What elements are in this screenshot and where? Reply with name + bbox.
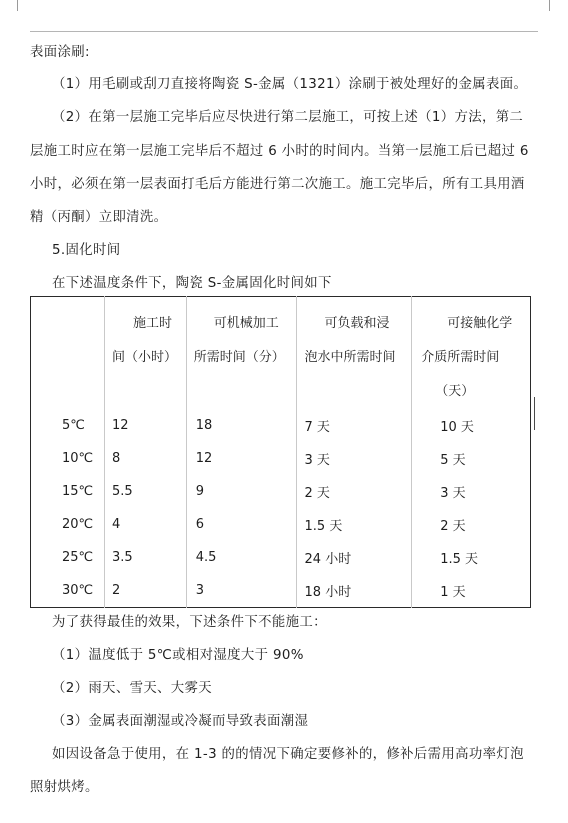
temperature-cell: 25℃ <box>62 550 94 565</box>
load-time-cell: 3 天 <box>296 442 412 475</box>
closing-line-1: 如因设备急于使用，在 1-3 的的情况下确定要修补的，修补后需用高功率灯泡 <box>52 747 524 762</box>
load-time-cell: 24 小时 <box>296 541 412 574</box>
table-intro: 在下述温度条件下，陶瓷 S-金属固化时间如下 <box>52 276 332 291</box>
temperature-cell: 20℃ <box>62 517 94 532</box>
step-2-line-4: 精（丙酮）立即清洗。 <box>30 210 168 225</box>
chemical-time-cell: 10 天 <box>412 409 531 442</box>
surface-heading: 表面涂刷: <box>30 45 90 60</box>
conditions-intro: 为了获得最佳的效果，下述条件下不能施工： <box>52 615 327 630</box>
crop-mark-right <box>549 0 550 11</box>
table-row <box>31 409 531 442</box>
chemical-time-cell: 2 天 <box>412 508 531 541</box>
table-row <box>31 442 531 475</box>
chemical-time-cell: 1 天 <box>412 574 531 608</box>
machinable-minutes-cell: 18 <box>186 409 296 442</box>
chemical-time-cell: 1.5 天 <box>412 541 531 574</box>
load-time-cell: 2 天 <box>296 475 412 508</box>
step-2-line-2: 层施工时应在第一层施工完毕后不超过 6 小时的时间内。当第一层施工后已超过 6 <box>30 144 529 159</box>
table-row <box>31 574 531 608</box>
temperature-cell: 30℃ <box>62 583 94 598</box>
section-5-title: 5.固化时间 <box>52 243 121 258</box>
chemical-time-cell: 3 天 <box>412 475 531 508</box>
machinable-minutes-cell: 3 <box>186 574 296 608</box>
condition-1: （1）温度低于 5℃或相对湿度大于 90% <box>52 648 304 663</box>
crop-mark-left <box>17 0 18 11</box>
construction-hours-cell: 4 <box>104 508 186 541</box>
condition-2: （2）雨天、雪天、大雾天 <box>52 681 213 696</box>
header-machinable-time: 可机械加工 所需时间（分） <box>186 297 296 410</box>
step-1-text: （1）用毛刷或刮刀直接将陶瓷 S-金属（1321）涂刷于被处理好的金属表面。 <box>52 77 528 92</box>
construction-hours-cell: 12 <box>104 409 186 442</box>
table-row <box>31 475 531 508</box>
load-time-cell: 1.5 天 <box>296 508 412 541</box>
table-row <box>31 508 531 541</box>
header-load-water-time: 可负载和浸 泡水中所需时间 <box>296 297 412 410</box>
construction-hours-cell: 8 <box>104 442 186 475</box>
machinable-minutes-cell: 6 <box>186 508 296 541</box>
header-rule <box>30 31 538 32</box>
construction-hours-cell: 3.5 <box>104 541 186 574</box>
temperature-cell: 15℃ <box>62 484 94 499</box>
table-edge-mark <box>534 397 535 430</box>
chemical-time-cell: 5 天 <box>412 442 531 475</box>
step-2-line-3: 小时，必须在第一层表面打毛后方能进行第二次施工。施工完毕后，所有工具用酒 <box>30 177 525 192</box>
machinable-minutes-cell: 9 <box>186 475 296 508</box>
temperature-cell: 10℃ <box>62 451 94 466</box>
curing-time-table <box>30 296 531 608</box>
table-header-row <box>31 297 531 410</box>
construction-hours-cell: 5.5 <box>104 475 186 508</box>
construction-hours-cell: 2 <box>104 574 186 608</box>
step-2-line-1: （2）在第一层施工完毕后应尽快进行第二层施工，可按上述（1）方法，第二 <box>52 110 524 125</box>
load-time-cell: 7 天 <box>296 409 412 442</box>
closing-line-2: 照射烘烤。 <box>30 780 99 795</box>
temperature-cell: 5℃ <box>62 418 85 433</box>
condition-3: （3）金属表面潮湿或冷凝而导致表面潮湿 <box>52 714 309 729</box>
load-time-cell: 18 小时 <box>296 574 412 608</box>
header-empty-cell <box>31 297 105 410</box>
table-row <box>31 541 531 574</box>
header-construction-time: 施工时 间（小时） <box>104 297 186 410</box>
header-chemical-contact-time: 可接触化学 介质所需时间 （天） <box>412 297 531 410</box>
machinable-minutes-cell: 12 <box>186 442 296 475</box>
machinable-minutes-cell: 4.5 <box>186 541 296 574</box>
